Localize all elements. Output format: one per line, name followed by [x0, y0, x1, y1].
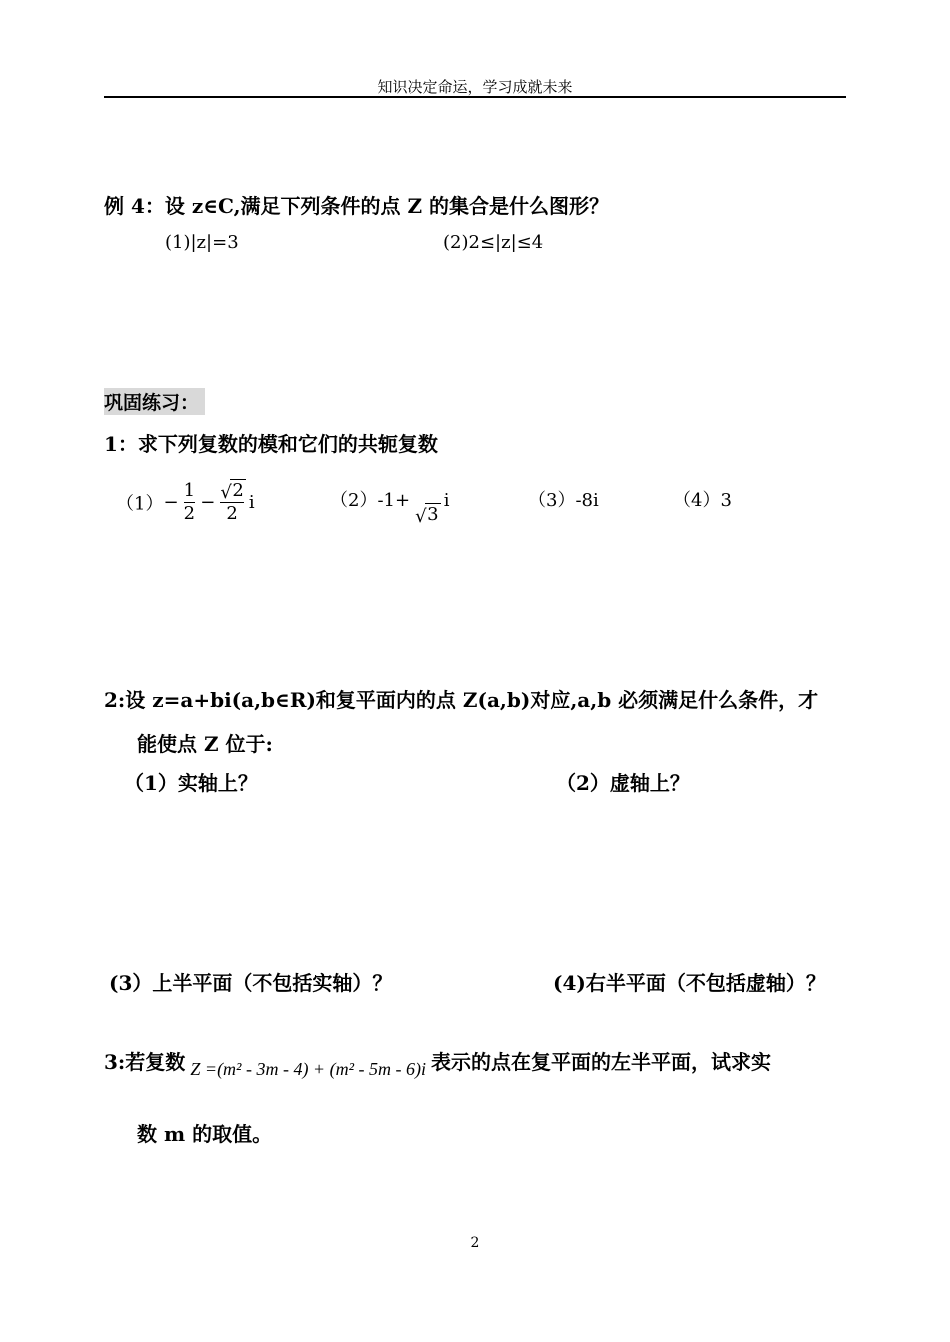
- q3-formula: Z =(m² - 3m - 4) + (m² - 5m - 6)i: [190, 1059, 426, 1079]
- q1-item4: （4）3: [673, 490, 732, 511]
- q3-prompt-start: 3:若复数: [104, 1050, 186, 1074]
- q1-item1-denominator: 2: [183, 503, 196, 524]
- q2-part2: （2）虚轴上？: [556, 771, 690, 795]
- q1-item2: [330, 486, 450, 527]
- q1-item1-sqrt-fraction: [220, 480, 243, 525]
- q1-item2-radicand: 3: [427, 504, 439, 525]
- q1-item1-radicand: 2: [232, 480, 244, 501]
- q2-part3: (3）上半平面（不包括实轴）？: [109, 971, 393, 995]
- example4-part2: (2)2≤|z|≤4: [443, 232, 544, 253]
- practice-title: 巩固练习：: [104, 388, 205, 415]
- q1-item2-i: i: [443, 490, 450, 511]
- q3-line1: [104, 1046, 771, 1080]
- q2-part1: （1）实轴上？: [124, 771, 258, 795]
- header-divider: [104, 96, 846, 98]
- q1-item1-minus2: −: [200, 492, 216, 513]
- q2-prompt-line1: 2:设 z=a+bi(a,b∈R)和复平面内的点 Z(a,b)对应,a,b 必须满足什么条件，才: [104, 688, 819, 712]
- q1-item1: [116, 480, 255, 525]
- q1-item1-fraction: [184, 480, 195, 525]
- q3-prompt-line2: 数 m 的取值。: [137, 1122, 273, 1146]
- q1-item1-sqrt-denominator: 2: [220, 502, 243, 525]
- q1-item2-label: （2）-1+: [330, 490, 411, 511]
- q1-item1-i: i: [248, 492, 255, 513]
- q1-item3: （3）-8i: [528, 490, 599, 511]
- q1-item1-minus: −: [163, 492, 179, 513]
- header-motto: 知识决定命运，学习成就未来: [377, 78, 573, 96]
- sqrt-icon: √ 2: [220, 480, 244, 503]
- example4-title: 例 4：设 z∈C,满足下列条件的点 Z 的集合是什么图形？: [104, 194, 610, 218]
- example4-part1: (1)|z|=3: [165, 232, 239, 253]
- q3-prompt-end: 表示的点在复平面的左半平面，试求实: [431, 1050, 772, 1074]
- q1-prompt: 1：求下列复数的模和它们的共轭复数: [104, 432, 438, 456]
- q2-part4: (4)右半平面（不包括虚轴）？: [553, 971, 826, 995]
- q1-item1-sqrt-numerator: [220, 480, 243, 502]
- sqrt-icon: √ 3: [415, 504, 439, 527]
- q1-item1-numerator: 1: [183, 480, 196, 501]
- page-number: 2: [470, 1235, 480, 1251]
- q2-prompt-line2: 能使点 Z 位于:: [137, 732, 273, 756]
- q1-item1-label: （1）: [116, 493, 164, 515]
